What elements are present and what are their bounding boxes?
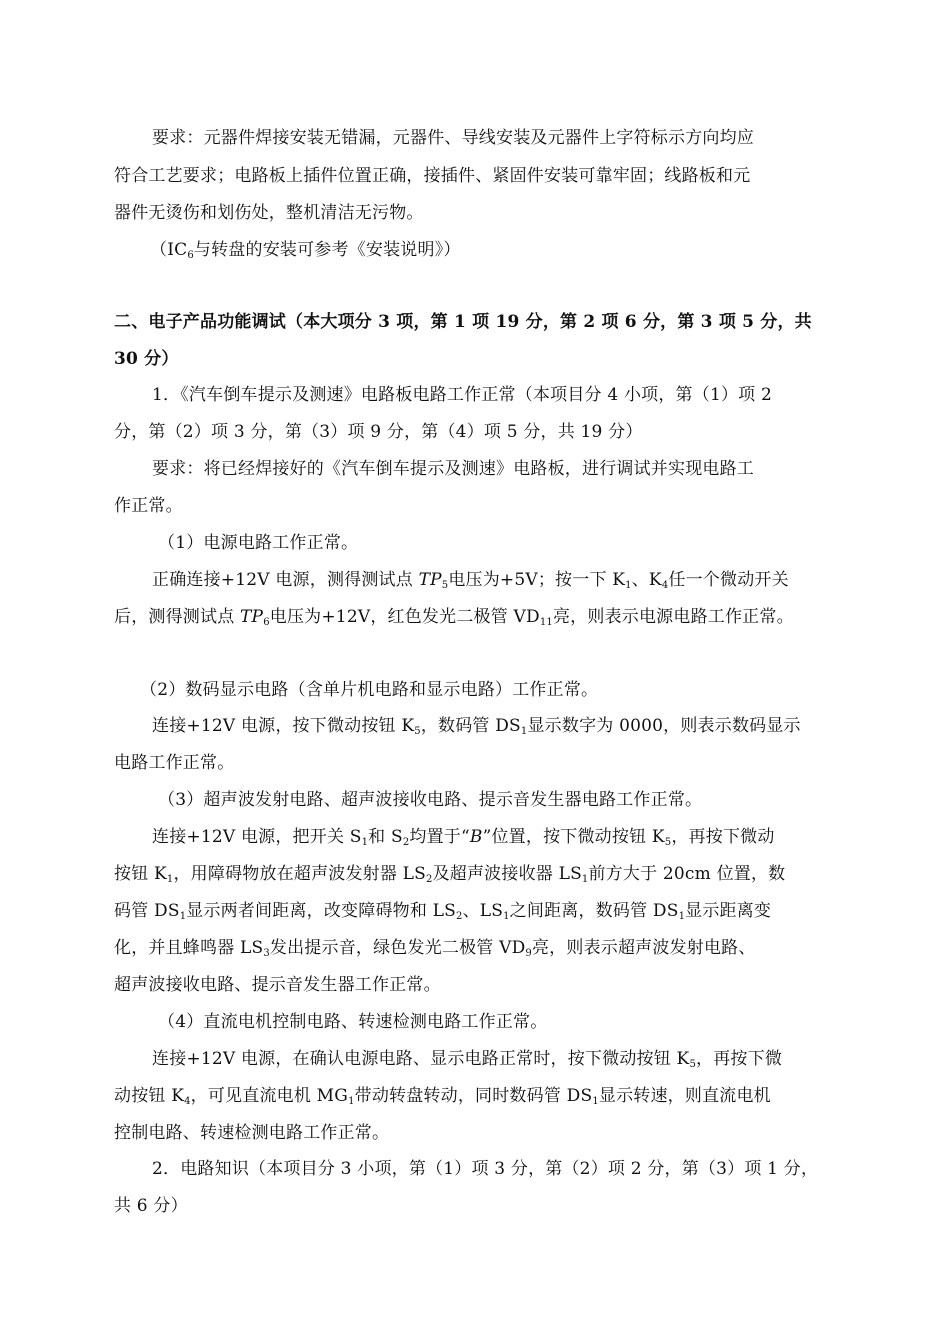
item-1-requirement-line-2: 作正常。 [114, 496, 183, 516]
sub-item-3-paragraph-line-4: 化，并且蜂鸣器 $LS_3$发出提示音，绿色发光二极管 $VD_9$亮，则表示超声波发射电路、 [114, 938, 756, 959]
sub-item-4-title: （4）直流电机控制电路、转速检测电路工作正常。 [158, 1012, 548, 1032]
installation-note: （$IC_6$与转盘的安装可参考《安装说明》） [150, 240, 461, 261]
item-2-line-1: 2．电路知识（本项目分 3 小项，第（1）项 3 分，第（2）项 2 分，第（3）项 1 分， [152, 1159, 819, 1179]
sub-item-2-paragraph-line-1: 连接+12V 电源，按下微动按钮 $K_5$，数码管 $DS_1$显示数字为 0000，则表示数码显示 [152, 716, 801, 737]
sub-item-2-paragraph-line-2: 电路工作正常。 [114, 753, 235, 773]
sub-item-4-paragraph-line-2: 动按钮 $K_4$，可见直流电机 $MG_1$带动转盘转动，同时数码管 $DS_1$显示转速，则直流电机 [114, 1086, 771, 1107]
requirement-line-1: 要求：元器件焊接安装无错漏，元器件、导线安装及元器件上字符标示方向均应 [152, 128, 754, 148]
sub-item-2-title: （2）数码显示电路（含单片机电路和显示电路）工作正常。 [140, 680, 599, 700]
sub-item-4-paragraph-line-3: 控制电路、转速检测电路工作正常。 [114, 1123, 390, 1143]
requirement-line-3: 器件无烫伤和划伤处，整机清洁无污物。 [114, 203, 424, 223]
sub-item-3-paragraph-line-1: 连接+12V 电源，把开关 $S_1$和 $S_2$均置于“B”位置，按下微动按钮 $K_5$，再按下微动 [152, 827, 775, 848]
item-1-requirement-line-1: 要求：将已经焊接好的《汽车倒车提示及测速》电路板，进行调试并实现电路工 [152, 459, 754, 479]
item-1-line-2: 分，第（2）项 3 分，第（3）项 9 分，第（4）项 5 分，共 19 分） [114, 422, 643, 442]
sub-item-3-paragraph-line-5: 超声波接收电路、提示音发生器工作正常。 [114, 975, 441, 995]
sub-item-3-title: （3）超声波发射电路、超声波接收电路、提示音发生器电路工作正常。 [158, 790, 703, 810]
sub-item-1-title: （1）电源电路工作正常。 [158, 533, 359, 553]
item-1-line-1: 1．《汽车倒车提示及测速》电路板电路工作正常（本项目分 4 小项，第（1）项 2 [152, 385, 772, 405]
section-heading-line-2: 30 分） [114, 349, 179, 369]
sub-item-3-paragraph-line-3: 码管 $DS_1$显示两者间距离，改变障碍物和 $LS_2$、$LS_1$之间距离，数码管 $DS_1$显示距离变 [114, 901, 772, 922]
section-heading-line-1: 二、电子产品功能调试（本大项分 3 项，第 1 项 19 分，第 2 项 6 分，第 3 项 5 分，共 [114, 312, 812, 332]
requirement-line-2: 符合工艺要求；电路板上插件位置正确，接插件、紧固件安装可靠牢固；线路板和元 [114, 166, 751, 186]
sub-item-3-paragraph-line-2: 按钮 $K_1$，用障碍物放在超声波发射器 $LS_2$及超声波接收器 $LS_1$前方大于 20cm 位置，数 [114, 864, 786, 885]
sub-item-1-paragraph-line-2: 后，测得测试点 $TP_6$电压为+12V，红色发光二极管 $VD_{11}$亮，则表示电源电路工作正常。 [114, 607, 794, 628]
sub-item-1-paragraph-line-1: 正确连接+12V 电源，测得测试点 $TP_5$电压为+5V；按一下 $K_1$、$K_4$任一个微动开关 [152, 570, 789, 591]
sub-item-4-paragraph-line-1: 连接+12V 电源，在确认电源电路、显示电路正常时，按下微动按钮 $K_5$，再按下微 [152, 1049, 783, 1070]
item-2-line-2: 共 6 分） [114, 1196, 188, 1216]
